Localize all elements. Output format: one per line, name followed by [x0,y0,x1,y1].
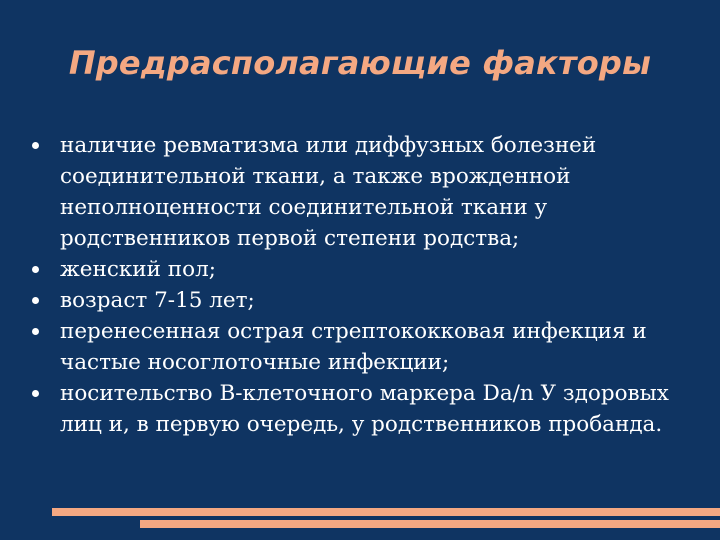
bullet-dot-icon [32,142,39,149]
bullet-text: перенесенная острая стрептококковая инфекция и частые носоглоточные инфекции; [60,319,647,375]
bullet-text: наличие ревматизма или диффузных болезней соединительной ткани, а также врожденной неполноценности соединительной ткани у родственников первой степени родства; [60,133,597,251]
bullet-dot-icon [32,328,39,335]
bullet-item [28,130,708,254]
bullet-item [28,378,708,440]
bullet-item [28,254,708,285]
decorative-bar-bottom [140,520,720,528]
bullet-dot-icon [32,266,39,273]
bullet-dot-icon [32,297,39,304]
bullet-item [28,316,708,378]
slide-title: Предрасполагающие факторы [68,44,652,82]
bullet-dot-icon [32,390,39,397]
bullet-list [28,130,708,440]
bullet-text: носительство В-клеточного маркера Da/n У здоровых лиц и, в первую очередь, у родственников пробанда. [60,381,669,437]
bullet-item [28,285,708,316]
bullet-text: возраст 7-15 лет; [60,288,255,313]
bullet-text: женский пол; [60,257,216,282]
decorative-bar-top [52,508,720,516]
